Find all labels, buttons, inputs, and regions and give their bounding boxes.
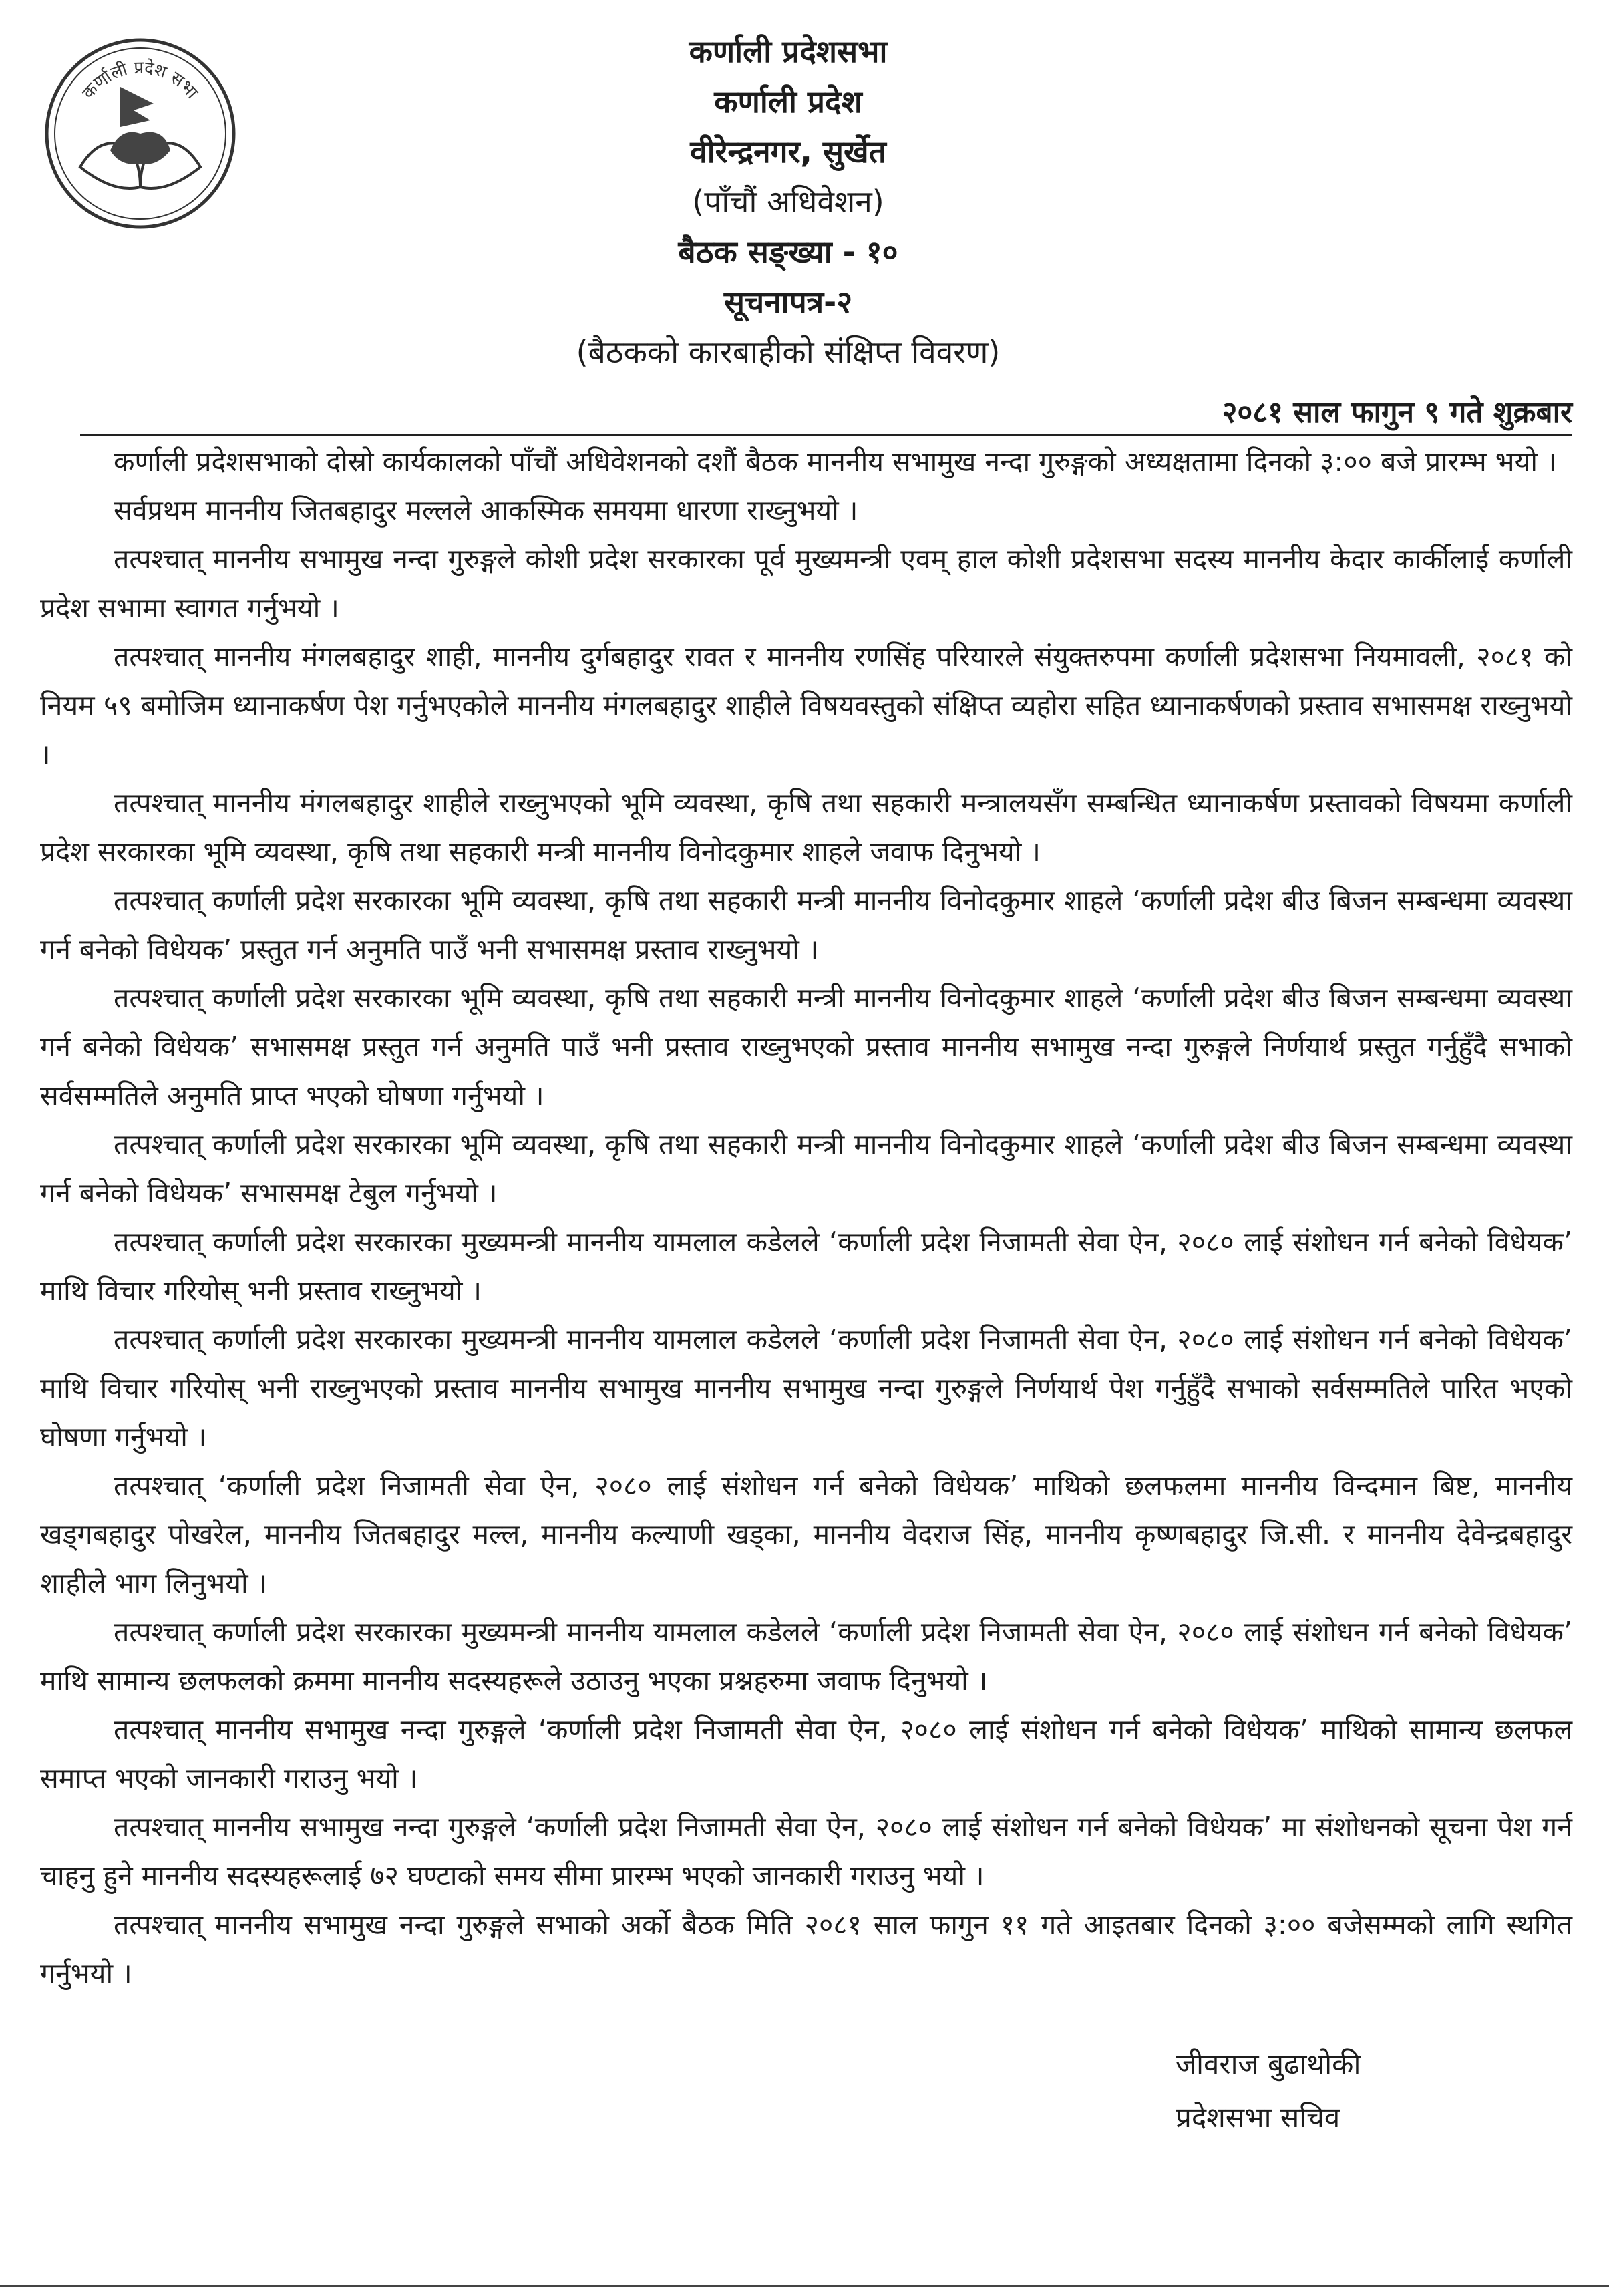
paragraph: तत्पश्चात् कर्णाली प्रदेश सरकारका भूमि व्यवस्था, कृषि तथा सहकारी मन्त्री माननीय विनोदकुमार शाहले ‘कर्णाली प्रदेश बीउ बिजन सम्बन्धमा व्यवस्था गर्न बनेको विधेयक’ सभासमक्ष टेबुल गर्नुभयो ।: [40, 1128, 1572, 1209]
paragraph: तत्पश्चात् कर्णाली प्रदेश सरकारका मुख्यमन्त्री माननीय यामलाल कडेलले ‘कर्णाली प्रदेश निजामती सेवा ऐन, २०८० लाई संशोधन गर्न बनेको विधेयक’ माथि सामान्य छलफलको क्रममा माननीय सदस्यहरूले उठाउनु भएका प्रश्नहरुमा जवाफ दिनुभयो ।: [40, 1616, 1572, 1697]
paragraph: तत्पश्चात् माननीय मंगलबहादुर शाहीले राख्नुभएको भूमि व्यवस्था, कृषि तथा सहकारी मन्त्रालयसँग सम्बन्धित ध्यानाकर्षण प्रस्तावको विषयमा कर्णाली प्रदेश सरकारका भूमि व्यवस्था, कृषि तथा सहकारी मन्त्री माननीय विनोदकुमार शाहले जवाफ दिनुभयो ।: [40, 787, 1572, 868]
meeting-number: बैठक सङ्ख्या - १०: [678, 234, 898, 270]
paragraph: तत्पश्चात् माननीय सभामुख नन्दा गुरुङ्गले ‘कर्णाली प्रदेश निजामती सेवा ऐन, २०८० लाई संशोधन गर्न बनेको विधेयक’ मा संशोधनको सूचना पेश गर्न चाहनु हुने माननीय सदस्यहरूलाई ७२ घण्टाको समय सीमा प्रारम्भ भएको जानकारी गराउनु भयो ।: [40, 1811, 1572, 1892]
document-header: [427, 27, 1149, 377]
notice-number: सूचनापत्र-२: [723, 284, 853, 320]
paragraph: तत्पश्चात् ‘कर्णाली प्रदेश निजामती सेवा ऐन, २०८० लाई संशोधन गर्न बनेको विधेयक’ माथिको छलफलमा माननीय विन्दमान बिष्ट, माननीय खड्गबहादुर पोखरेल, माननीय जितबहादुर मल्ल, माननीय कल्याणी खड्का, माननीय वेदराज सिंह, माननीय कृष्णबहादुर जि.सी. र माननीय देवेन्द्रबहादुर शाहीले भाग लिनुभयो ।: [40, 1470, 1572, 1599]
bottom-divider: [0, 2285, 1609, 2287]
assembly-name: कर्णाली प्रदेशसभा: [689, 33, 888, 69]
paragraph: सर्वप्रथम माननीय जितबहादुर मल्लले आकस्मिक समयमा धारणा राख्नुभयो ।: [114, 494, 858, 526]
assembly-seal-icon: [40, 33, 240, 234]
province-name: कर्णाली प्रदेश: [714, 84, 862, 120]
paragraph: तत्पश्चात् कर्णाली प्रदेश सरकारका भूमि व्यवस्था, कृषि तथा सहकारी मन्त्री माननीय विनोदकुमार शाहले ‘कर्णाली प्रदेश बीउ बिजन सम्बन्धमा व्यवस्था गर्न बनेको विधेयक’ प्रस्तुत गर्न अनुमति पाउँ भनी सभासमक्ष प्रस्ताव राख्नुभयो ।: [40, 884, 1572, 965]
signatory-name: जीवराज बुढाथोकी: [1176, 2047, 1361, 2080]
session: (पाँचौं अधिवेशन): [692, 184, 884, 220]
paragraph: तत्पश्चात् कर्णाली प्रदेश सरकारका मुख्यमन्त्री माननीय यामलाल कडेलले ‘कर्णाली प्रदेश निजामती सेवा ऐन, २०८० लाई संशोधन गर्न बनेको विधेयक’ माथि विचार गरियोस् भनी राख्नुभएको प्रस्ताव माननीय सभामुख माननीय सभामुख नन्दा गुरुङ्गले निर्णयार्थ पेश गर्नुहुँदै सभाको सर्वसम्मतिले पारित भएको घोषणा गर्नुभयो ।: [40, 1323, 1572, 1453]
header-divider: [80, 434, 1572, 436]
paragraph: तत्पश्चात् कर्णाली प्रदेश सरकारका मुख्यमन्त्री माननीय यामलाल कडेलले ‘कर्णाली प्रदेश निजामती सेवा ऐन, २०८० लाई संशोधन गर्न बनेको विधेयक’ माथि विचार गरियोस् भनी प्रस्ताव राख्नुभयो ।: [40, 1226, 1572, 1307]
svg-text:कर्णाली प्रदेश सभा: कर्णाली प्रदेश सभा: [78, 57, 202, 103]
location: वीरेन्द्रनगर, सुर्खेत: [690, 134, 886, 170]
document-subtitle: (बैठकको कारबाहीको संक्षिप्त विवरण): [576, 334, 1001, 370]
paragraph: तत्पश्चात् माननीय सभामुख नन्दा गुरुङ्गले कोशी प्रदेश सरकारका पूर्व मुख्यमन्त्री एवम् हाल कोशी प्रदेशसभा सदस्य माननीय केदार कार्कीलाई कर्णाली प्रदेश सभामा स्वागत गर्नुभयो ।: [40, 543, 1572, 624]
paragraph: कर्णाली प्रदेशसभाको दोस्रो कार्यकालको पाँचौं अधिवेशनको दशौं बैठक माननीय सभामुख नन्दा गुरुङ्गको अध्यक्षतामा दिनको ३:०० बजे प्रारम्भ भयो ।: [114, 446, 1557, 478]
signature-block: [1176, 2037, 1361, 2144]
paragraph: तत्पश्चात् माननीय मंगलबहादुर शाही, माननीय दुर्गबहादुर रावत र माननीय रणसिंह परियारले संयुक्तरुपमा कर्णाली प्रदेशसभा नियमावली, २०८१ को नियम ५९ बमोजिम ध्यानाकर्षण पेश गर्नुभएकोले माननीय मंगलबहादुर शाहीले विषयवस्तुको संक्षिप्त व्यहोरा सहित ध्यानाकर्षणको प्रस्ताव सभासमक्ष राख्नुभयो ।: [40, 641, 1572, 770]
paragraph: तत्पश्चात् माननीय सभामुख नन्दा गुरुङ्गले सभाको अर्को बैठक मिति २०८१ साल फागुन ११ गते आइतबार दिनको ३:०० बजेसम्मको लागि स्थगित गर्नुभयो ।: [40, 1909, 1572, 1989]
proceedings-body: [40, 438, 1572, 1998]
signatory-title: प्रदेशसभा सचिव: [1176, 2101, 1340, 2134]
paragraph: तत्पश्चात् कर्णाली प्रदेश सरकारका भूमि व्यवस्था, कृषि तथा सहकारी मन्त्री माननीय विनोदकुमार शाहले ‘कर्णाली प्रदेश बीउ बिजन सम्बन्धमा व्यवस्था गर्न बनेको विधेयक’ सभासमक्ष प्रस्तुत गर्न अनुमति पाउँ भनी प्रस्ताव राख्नुभएको प्रस्ताव माननीय सभामुख नन्दा गुरुङ्गले निर्णयार्थ प्रस्तुत गर्नुहुँदै सभाको सर्वसम्मतिले अनुमति प्राप्त भएको घोषणा गर्नुभयो ।: [40, 982, 1572, 1112]
meeting-date: २०८१ साल फागुन ९ गते शुक्रबार: [1222, 395, 1572, 430]
paragraph: तत्पश्चात् माननीय सभामुख नन्दा गुरुङ्गले ‘कर्णाली प्रदेश निजामती सेवा ऐन, २०८० लाई संशोधन गर्न बनेको विधेयक’ माथिको सामान्य छलफल समाप्त भएको जानकारी गराउनु भयो ।: [40, 1713, 1572, 1794]
